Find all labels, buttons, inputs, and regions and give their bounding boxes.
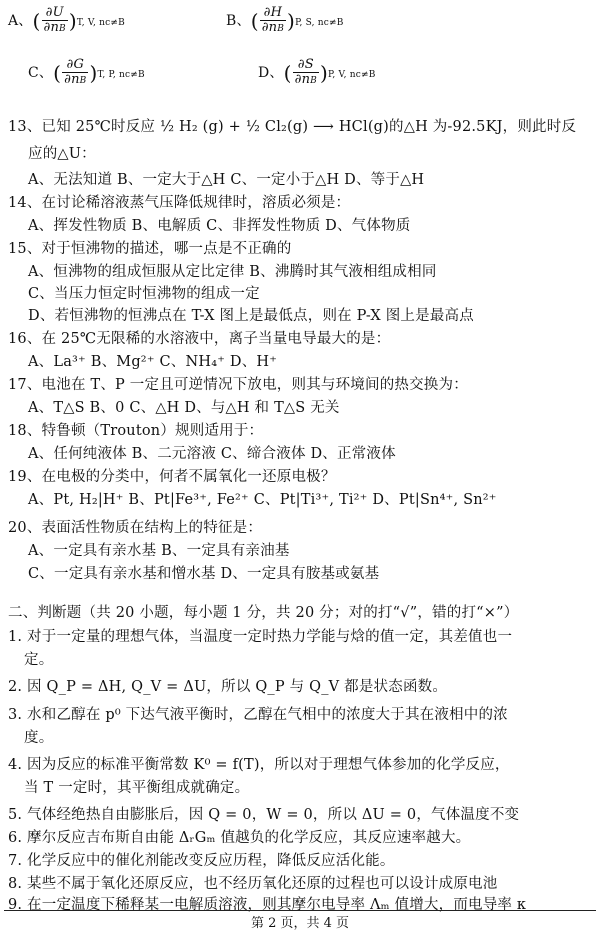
q12-option-a: A、( $\frac{\partial U}{\partial nB}$ )T, V, nc≠B xyxy=(8,5,125,35)
tf-item-5: 5. 气体经绝热自由膨胀后，因 Q = 0，W = 0，所以 ΔU = 0，气体温度不变 xyxy=(8,807,520,823)
tf-item-8: 8. 某些不属于氧化还原反应，也不经历氧化还原的过程也可以设计成原电池 xyxy=(8,876,498,892)
section-true-false-heading: 二、判断题（共 20 小题，每小题 1 分，共 20 分；对的打“√”，错的打“×”） xyxy=(8,605,519,621)
q16-stem: 16、在 25℃无限稀的水溶液中，离子当量电导最大的是： xyxy=(8,331,391,347)
q13-stem-cont: 应的△U： xyxy=(28,146,96,162)
q18-stem: 18、特鲁顿（Trouton）规则适用于： xyxy=(8,423,264,439)
q13-stem: 13、已知 25℃时反应 ½ H₂ (g) + ½ Cl₂(g) ⟶ HCl(g)的△H 为-92.5KJ，则此时反 xyxy=(8,119,577,135)
q15-stem: 15、对于恒沸物的描述，哪一点是不正确的 xyxy=(8,241,292,257)
tf-item-7: 7. 化学反应中的催化剂能改变反应历程，降低反应活化能。 xyxy=(8,853,395,869)
page-footer: 第 2 页，共 4 页 xyxy=(250,916,350,931)
q20-stem: 20、表面活性物质在结构上的特征是： xyxy=(8,520,263,536)
tf-item-4: 4. 因为反应的标准平衡常数 K⁰ = f(T)，所以对于理想气体参加的化学反应， xyxy=(8,757,510,773)
q12-option-b: B、( $\frac{\partial H}{\partial nB}$ )P, S, nc≠B xyxy=(226,5,344,35)
q15-options-ab: A、恒沸物的组成恒服从定比定律 B、沸腾时其气液相组成相同 xyxy=(28,264,437,280)
tf-item-1: 1. 对于一定量的理想气体，当温度一定时热力学能与焓的值一定，其差值也一 xyxy=(8,629,513,645)
q12-option-c: C、( $\frac{\partial G}{\partial nB}$ )T, P, nc≠B xyxy=(28,57,145,87)
tf-item-2: 2. 因 Q_P = ΔH, Q_V = ΔU，所以 Q_P 与 Q_V 都是状态函数。 xyxy=(8,679,448,695)
tf-item-9: 9. 在一定温度下稀释某一电解质溶液，则其摩尔电导率 Λₘ 值增大，而电导率 κ xyxy=(8,897,527,913)
tf-item-3: 3. 水和乙醇在 p⁰ 下达气液平衡时，乙醇在气相中的浓度大于其在液相中的浓 xyxy=(8,707,508,723)
derivative-fraction: $\frac{\partial S}{\partial nB}$ xyxy=(294,57,317,87)
q16-options: A、La³⁺ B、Mg²⁺ C、NH₄⁺ D、H⁺ xyxy=(28,354,278,370)
q17-options: A、T△S B、0 C、△H D、与△H 和 T△S 无关 xyxy=(28,400,340,416)
q17-stem: 17、电池在 T、P 一定且可逆情况下放电，则其与环境间的热交换为： xyxy=(8,377,468,393)
q19-stem: 19、在电极的分类中，何者不属氧化一还原电极？ xyxy=(8,469,336,485)
q15-option-d: D、若恒沸物的恒沸点在 T-X 图上是最低点，则在 P-X 图上是最高点 xyxy=(28,308,474,324)
q14-stem: 14、在讨论稀溶液蒸气压降低规律时，溶质必须是： xyxy=(8,195,351,211)
tf-item-6: 6. 摩尔反应吉布斯自由能 ΔᵣGₘ 值越负的化学反应，其反应速率越大。 xyxy=(8,830,471,846)
derivative-subscript: T, V, nc≠B xyxy=(76,18,125,28)
derivative-fraction: $\frac{\partial H}{\partial nB}$ xyxy=(261,5,285,35)
q20-options-cd: C、一定具有亲水基和憎水基 D、一定具有胺基或氨基 xyxy=(28,566,380,582)
q15-option-c: C、当压力恒定时恒沸物的组成一定 xyxy=(28,286,260,302)
derivative-fraction: $\frac{\partial U}{\partial nB}$ xyxy=(43,5,66,35)
q19-options: A、Pt, H₂|H⁺ B、Pt|Fe³⁺, Fe²⁺ C、Pt|Ti³⁺, Ti²⁺ D、Pt|Sn⁴⁺, Sn²⁺ xyxy=(28,492,497,508)
tf-item-1-cont: 定。 xyxy=(24,652,54,668)
derivative-fraction: $\frac{\partial G}{\partial nB}$ xyxy=(64,57,87,87)
tf-item-4-cont: 当 T 一定时，其平衡组成就确定。 xyxy=(24,780,250,796)
q13-options: A、无法知道 B、一定大于△H C、一定小于△H D、等于△H xyxy=(28,172,425,188)
footer-divider xyxy=(4,910,596,911)
q18-options: A、任何纯液体 B、二元溶液 C、缔合液体 D、正常液体 xyxy=(28,446,396,462)
q20-options-ab: A、一定具有亲水基 B、一定具有亲油基 xyxy=(28,543,290,559)
q14-options: A、挥发性物质 B、电解质 C、非挥发性物质 D、气体物质 xyxy=(28,218,411,234)
tf-item-3-cont: 度。 xyxy=(24,730,54,746)
q12-option-d: D、( $\frac{\partial S}{\partial nB}$ )P, V, nc≠B xyxy=(258,57,376,87)
option-letter: A、 xyxy=(8,13,33,29)
